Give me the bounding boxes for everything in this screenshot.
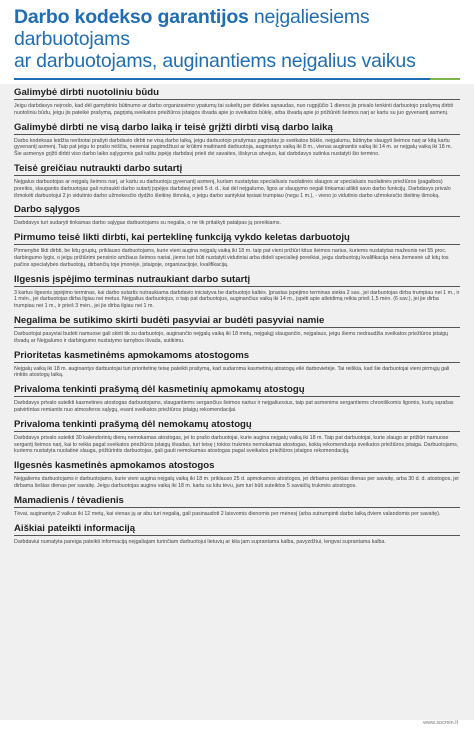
section-text: Darbuotojai pasyviai budėti namuose gali skirti tik su darbuotojo, auginančio neįgalų vaiką iki 18 metų, neįgalųjį slaugančio, neįgalaus, jeigu šiems nedraudžia sveikatos priežiūros įstaigų išvadų ar Neįgalumo ir darbingumo nustatymo tarnybos išvada, sutikimu. [14,330,449,344]
section-heading: Galimybė dirbti ne visą darbo laiką ir teisė grįžti dirbti visą darbo laiką [14,119,460,135]
section-text: Darbdavys privalo suteikti 30 kalendorinių dienų nemokamas atostogas, jei to prašo darbuotojai, kurie augina neįgalų vaiką iki 18 m. Taip pat darbuotojai, kurie slaugo ar prižiūri namuose sergantį šeimos narį, kai to reikia pagal sveikatos priežiūros įstaigų išvadas, turi teisę į tokios trukmės nemokamas atostogas, kokią rekomenduoja sveikatos priežiūros įstaiga. Darbuotojams, kuriems nustatyta nuolatinė slauga, prižiūrintis darbuotojas, gali gauti nemokamas atostogas pagal sveikatos priežiūros įstaigos rekomendaciją. [14,434,459,455]
section-text: Darbdavys privalo suteikti kasmetines atostogas darbuotojams, slaugantiems sergančius šeimos narius ir neįgaliuosius, taip pat asmenims sergantiems chroniškomis ligomis, kurių sąrašas patvirtintas remiantis nuo atmosferos sąlygų, esant sveikatos priežiūros įstaigų rekomendacijai. [14,400,454,413]
section-text: Darbdaviui numatyta pareiga pateikti informaciją neįgaliajam turinčiam darbuotojui lietuvių ar kita jam suprantama kalba, pavyzdžiui, lengvai suprantama kalba. [14,538,386,545]
section-text: Tėvai, auginantys 2 vaikus iki 12 metų, kai vienas jų ar abu turi negalią, gali pasinaudoti 2 laisvomis dienomis per mėnesį (arba sutrumpinti darbo laiką dviem valandomis per savaitę). [14,510,441,517]
section-heading: Pirmumo teisė likti dirbti, kai perteklinę funkciją vykdo keletas darbuotojų [14,229,460,245]
section-text: Darbo kodeksas leidžia neribotai prašyti darbdavio dirbti ne visą darbo laiką, jeigu darbuotojo prašymas pagrįstas jo sveikatos būkle, neįgalumu, būtinybe slaugyti šeimos narį ar kitą kartu gyvenantį asmenį. Taip pat jeigu to prašo nėščia, neseniai pagimdžiusi ar krūtimi maitinanti darbuotoja, auginantys vaiką iki 8 m., vienas auginantis vaiką iki 14 m. ar neįgalų vaiką iki 18 m. Šie asmenys grįžti dirbti viso darbo laiko sąlygomis gali raštu įspėję darbdavį prieš dvi savaites, išskyrus atvejus, kai darbdavys sutinka nustatyti šio termino. [14,137,453,158]
title-bold-part: Darbo kodekso garantijos [14,6,249,28]
section-work-conditions [14,201,460,229]
sections-panel [0,84,474,720]
page-header [0,0,474,82]
header-divider [14,78,460,80]
section-text: Neįgalus darbuotojas ar neįgalų šeimos narį, ar kartu su darbuotoju gyvenantį asmenį, kuriam nustatytas specialiusis nuolatinės slaugos ar specialusis nuolatinės priežiūros (pagalbos) poreikis, slaugantis darbuotojas gali nutraukti darbo sutartį įspėjęs darbdavį prieš 5 d. d., kai dėl neįgalumo, ligos ar slaugymo negali tinkamai atlikti savo darbo funkcijų. Darbdavys privalo išmokėti darbuotojui 2 jo vidutinio darbo užmokesčio dydžio išeitinę išmoką, o jeigu darbo santykiai tęsiasi trumpiau (negu 1 m.), - vieno jo vidutinio darbo užmokesčio išeitinę išmoką. [14,178,451,199]
footer-url[interactable]: www.socmin.lt [423,720,458,726]
section-remote-work [14,84,460,119]
section-heading: Galimybė dirbti nuotoliniu būdu [14,84,460,100]
section-heading: Privaloma tenkinti prašymą dėl kasmetinių apmokamų atostogų [14,381,460,397]
section-heading: Darbo sąlygos [14,201,460,217]
section-text: Neįgalų vaiką iki 18 m. auginantys darbuotojai turi prioritetinę teisę pateikti prašymą, kad sudaroma kasmetinių atostogų eilė darbovietėje. Tai reiškia, kad šie darbuotojai vieni pirmųjų gali rinktis atostogų laiką. [14,365,450,379]
header-divider-accent [430,78,460,80]
title-rest: neįgaliesiems darbuotojams [14,6,370,50]
section-text: Pirmenybė likti dirbti, be kitų grupių, priklauso darbuotojams, kurie vieni augina neįgalų vaiką iki 18 m. taip pat vieni prižiūri kitus šeimos narius, kuriems nustatytas mažesnis nei 55 proc. darbingumo lygis, o jeigu prižiūrimi pensinio amžiaus šeimos nariai, jiems turi būti nustatyti vidutiniai arba dideli specialieji poreikiai, jeigu darbuotojų kvalifikacija nėra žemesnė už kitų tos pačios specialybės darbuotojų, dirbančių toje įmonėje, įstaigoje, organizacijoje, kvalifikaciją. [14,248,449,268]
section-heading: Ilgesnis įspėjimo terminas nutraukiant darbo sutartį [14,271,460,287]
section-longer-leave [14,457,460,492]
section-heading: Mamadienis / tėvadienis [14,492,460,508]
section-priority-right [14,229,460,270]
section-termination [14,160,460,201]
page-title [14,6,460,72]
section-heading: Negalima be sutikimo skirti budėti pasyviai ar budėti pasyviai namie [14,312,460,328]
section-heading: Ilgesnės kasmetinės apmokamos atostogos [14,457,460,473]
section-text: Darbdavys turi sudaryti tinkamas darbo sąlygas darbuotojams su negalia, o ne tik pritaikyti patalpas jų poreikiams. [14,220,282,227]
section-annual-leave-request [14,381,460,416]
title-line-2: ar darbuotojams, auginantiems neįgalius vaikus [14,50,416,72]
section-parent-day [14,492,460,520]
section-heading: Prioritetas kasmetinėms apmokamoms atostogoms [14,347,460,363]
section-text: 3 kartus ilgesnis įspėjimo terminas, kai darbo sutartis nutraukiama darbdavio iniciatyva be darbuotojo kaltės. Įprastas įspėjimo terminas siekia 2 sav., jei darbuotojas dirba trumpiau nei 1 m., ir 1 mėn., jei darbuotojas dirba ilgiau nei metus. Neįgalius darbuotojus, o taip pat darbuotojus, auginančius vaiką iki 14 m., įspėti apie atleidimą reikia prieš 1,5 mėn. (6 sav.), jei jie dirba trumpiau nei 1 m., ir prieš 3 mėn., jei jie dirba ilgiau nei 1 m. [14,289,460,310]
section-unpaid-leave [14,416,460,457]
section-heading: Privaloma tenkinti prašymą dėl nemokamų atostogų [14,416,460,432]
section-text: Neįgaliems darbuotojams ir darbuotojams, kurie vieni augina neįgalų vaiką iki 18 m. priklauso 25 d. apmokamos atostogos, jei dirbama penkias dienas per savaitę, arba 30 d. d. atostogos, jei dirbama šešias dienas per savaitę. Jeigu darbuotojas augina vaiką iki 18 m. kartu su kitu tėvu, jam turi būti suteiktos 5 savaičių trukmės atostogos. [14,476,459,489]
section-clear-information [14,520,460,548]
section-heading: Aiškiai pateikti informaciją [14,520,460,536]
section-heading: Teisė greičiau nutraukti darbo sutartį [14,160,460,176]
section-on-call [14,312,460,347]
section-text: Jeigu darbdavys neįrodo, kad dėl gamybinio būtinumo ar darbo organizavimo ypatumų tai sukeltų per dideles sąnaudas, nuo rugpjūčio 1 dienos jis privalo tenkinti darbuotojo prašymą dirbti nuotoliniu būdu, jeigu jis pateikė prašymą, pagrįstą sveikatos priežiūros įstaigos išvada apie jo sveikatos būklę, arba išvadą apie jo prižiūrėti šeimos narį ar kartu su juo gyvenantį asmenį. [14,103,454,116]
section-part-time [14,119,460,160]
section-vacation-priority [14,347,460,382]
section-notice-period [14,271,460,312]
